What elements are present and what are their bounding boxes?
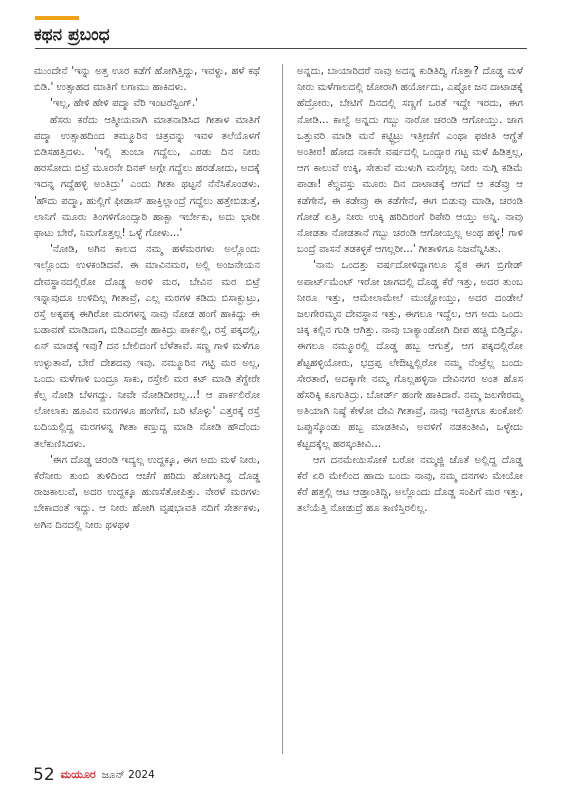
- left-column: [34, 64, 260, 534]
- magazine-logo: ಮಯೂರ: [60, 768, 96, 781]
- top-bar: [0, 0, 562, 16]
- paragraph: 'ಇಲ್ಲ, ಹೇಳಿ ಹೇಳಿ ಪದ್ಮಾ ವೆರಿ ಇಂಟರೆಸ್ಟಿಂಗ್.': [50, 98, 199, 110]
- section-accent-bar: [35, 16, 79, 20]
- paragraph: ಅನ್ನದು, ಬಾಯಾರಿದರೆ ನಾವು ಅದನ್ನ ಕುಡಿತಿದ್ವಿ ಗೊತ್ತಾ? ದೊಡ್ಡ ಮಳೆ ನೀರು ಮಳೆಗಾಲದಲ್ಲಿ ಜೋರಾಗಿ ಹರ್ಯೋದು, ಎಷ್ಟೋ ಜನ ದಾಟಾಡಕ್ಕೆ ಹೆದ್ರೋರು, ಬೇಟಿಗೆ ದಿನದಲ್ಲಿ ಸಣ್ಣಗೆ ಒರತೆ ಇದ್ದೇ ಇರದು, ಈಗ ನೋಡಿ... ಕಾಲ್ವೆ ಅನ್ನದು ಗಬ್ಬು ನಾರೋ ಚರಂಡಿ ಆಗೋಯ್ತು. ಜಾಗ ಒತ್ತುವರಿ ಮಾಡಿ ಮನೆ ಕಟ್ಟ್ಬಿಟ್ರು ಇತ್ತೀಚೆಗೆ ಎಂಥಾ ಫಜೀತಿ ಆಗ್ಹೆತೆ ಅಂತೀರ! ಹೋದ ನಾಕನೇ ವರ್ಷದಲ್ಲಿ ಒಂದ್ಸಾರ ಗಟ್ಟ ಮಳೆ ಹಿಡಿತ್ತಲ್ಲ, ಆಗ ಕಾಲುವೆ ಉಕ್ಕಿ, ಸೇತುವೆ ಮುಳುಗಿ ಮನೆಗ್ಳಲ್ಲ ನೀರು ನುಗ್ಗಿ ಕಡಿಮೆ ಪಾಡಾ! ಕೆಲ್ದವಸ್ತು ಮೂರು ದಿನ ದಾಟಾಡಕ್ಕೆ ಆಗದೆ ಆ ಕಡೆವ್ರು ಆ ಕಡೆಗೇನೆ, ಈ ಕಡೇವ್ರು ಈ ಕಡೆಗೇನೆ, ಈಗ ಬಿಡುವು ಮಾಡಿ, ಚರಂಡಿ ಗೋಡೆ ಏತ್ತಿ, ನೀರು ಉಕ್ಕಿ ಹರಿದಿರಂಗೆ ರಿಪೇರಿ ಆಯ್ತು ಅನ್ನಿ. ನಾವು ನೋಡತಾ ನೋಡತಾನೆ ಗಬ್ಬು ಚರಂಡಿ ಆಗೋಯ್ತಲ್ಲ ಅಂಥ ಹಳ್ಳ! ಗಾಳಿ ಬಂದ್ರೆ ವಾಸನೆ ತಡಕಳ್ಳಕೆ ಆಗಲ್ಲರೀ...' ಗೀತಾಳಿಗೂ ನಿಜವೆನ್ನಿಸಿತು.: [297, 66, 523, 256]
- paragraph: ಆಗ ದನಮೇಯಿಸೋಕೆ ಬರೋ ನಮ್ಮಜ್ಜಿ ಜೊತೆ ಅಲ್ಲಿದ್ದ ದೊಡ್ಡ ಕೆರೆ ಏರಿ ಮೇಲಿಂದ ಹಾದು ಬಂದು ನಾವು, ನಮ್ಮ ದನಗಳು ಮೇಯೋ ಕೆರೆ ಹತ್ತಲ್ಲಿ ಆಟ ಆಡ್ತಾಂತಿದ್ದಿ, ಅಲ್ಲೊಂದು ದೊಡ್ಡ ಸಂಪಿಗೆ ಮರ ಇತ್ತು, ತಲೆಯೆತ್ತಿ ನೋಡುದ್ರೆ ಹೂ ಕಾಣಿಸ್ತಿರಲಿಲ್ಲ.: [297, 454, 523, 515]
- paragraph: ಮುಂದೇನೆ 'ಇನ್ನು ಅತ್ತ ಊರ ಕಡೆಗೆ ಹೋಗಿತ್ತಿದ್ದು, ಇವಳ್ದು, ಹಳೆ ಕಥೆ ಬಿಡಿ.' ಉತ್ಸಾಹದ ಮಾತಿಗೆ ಲಗಾಮು ಹಾಕಿದಳು.: [34, 66, 260, 94]
- paragraph: 'ಈಗ ದೊಡ್ಡ ಚರಂಡಿ ಇದ್ಯಲ್ಲ ಉದ್ದಕ್ಕೂ, ಈಗ ಅದು ಮಳೆ ನೀರು, ಕೆರೆನೀರು ತುಂಬಿ ತುಳಿದಿಂದ ಆಚೆಗೆ ಹರಿದು ಹೋಗುತಿದ್ದ ದೊಡ್ಡ ರಾಜಕಾಲುವೆ, ಅದರ ಉದ್ದಕ್ಕೂ ಹುಣಸೆತೋಪಿತ್ತು. ನೇರಳೆ ಮರಗಳು ಬೇಕಾದಂತೆ ಇದ್ದು. ಆ ನೀರು ಹೋಗಿ ವೃಷಭಾವತಿ ನದಿಗೆ ಸೇರ್ತಕಳು, ಅಗಿನ ದಿನದಲ್ಲಿ ನೀರು ಥಳಥಳ: [34, 454, 260, 531]
- header-rule: [35, 48, 527, 49]
- page-number: 52: [33, 765, 55, 785]
- page-footer: [33, 765, 155, 785]
- paragraph: 'ನಾನು ಒಂದತ್ತು ವರ್ಷದೋಳಿದ್ದಾಗಲೂ ಸ್ವೆಠ ಈಗ ಬ್ರಿಗೇಡ್ ಅಪಾರ್ಟ್‌ಮೆಂಟ್ ಇರೋ ಜಾಗದಲ್ಲಿ ದೊಡ್ಡ ಕೆರೆ ಇತ್ತು, ಅದರ ತುಂಬ ನೀರೂ ಇತ್ತು, ಆಮೇಲಾಮೇಲೆ ಮುಚ್ಹೋಯ್ತು, ಅದರ ದಂಡೇಲೆ ಜಲಗೇರಮ್ಮನ ದೇವಸ್ಥಾನ ಇತ್ತು, ಈಗಲೂ ಇದ್ದೆಲ, ಆಗ ಅದು ಒಂದು ಚಿಕ್ಕ ಕಲ್ಲಿನ ಗುಡಿ ಆಗಿತ್ತು. ನಾವು ಬಾಕ್ಯಾಂಡೋಗಿ ದೀಪ ಹಚ್ಚಿ ಬಿಡ್ತಿದ್ದೊ. ಈಗಲೂ ನಮ್ಮೂರಲ್ಲಿ ದೊಡ್ಡ ಹಬ್ಬ ಆಗುತ್ತೆ, ಆಗ ಪಕ್ಕದಲ್ಲಿರೋ ಶೆಟ್ಟಹಳ್ಳಿಯೋರು, ಭದ್ರಪ್ಪ ಲೇಔಟ್ನಲ್ಲಿರೋ ನಮ್ಮ ನೆಂಟ್ರೆಲ್ಲ ಬಂದು ಸೇರತಾರೆ, ಅದಕ್ಕಾಗೇ ನಮ್ಮ ಗೊಲ್ಲಹಳ್ಳಿನಾ ದೇವಿನಗರ ಅಂತ ಹೊಸ ಹೆಸರಿಕ್ಕಿ ಕೂಗುತಿದ್ರು. ಬೋರ್ಡ್ ಹಂಗೇ ಹಾಕಿದಾರೆ. ನಮ್ಮ ಜಲಗೇರಮ್ಮ ಅತಿಯಾಗಿ ನಿಷ್ಠೆ ಕೇಳೋ ದೇವಿ ಗೀತಾವ್ರೆ, ನಾವು ಇವತ್ತೀಗೂ ಕುಂಕೋಲಿ ಒಪ್ಪುಸ್ಕೊಂಡು ಹಬ್ಬ ಮಾಡತೀವಿ, ಅವಳಿಗೆ ನಡಕಂತೀವಿ, ಒಳ್ಳೇದು ಕೆಟ್ಟದಕ್ಕೆಲ್ಲ ಹರಸ್ಕಂತೀವಿ...: [297, 260, 523, 450]
- paragraph: ಹೆಸರು ಕರೆದು ಆತ್ಮೀಯವಾಗಿ ಮಾತನಾಡಿಸಿದ ಗೀತಾಳ ಮಾತಿಗೆ ಪದ್ಮಾ ಉತ್ಸಾಹದಿಂದ ತಮ್ಮೂರಿನ ಚಿತ್ರವನ್ನು ಇವಳ ತಲೆಯೊಳಗೆ ಬಿಡಿಸಹತ್ತಿದಳು. 'ಇಲ್ಲಿ ತುಂಬಾ ಗದ್ದೆಲು, ಎರಡು ದಿನ ನೀರು ಹರಸೋದು ಬಿಟ್ರೆ ಮೂರನೇ ದಿನಕ್ ಅಗ್ಗೇ ಗದ್ದೆಲು ಹರಡೋದು, ಅದಕ್ಕೆ ಇದನ್ನ ಗದ್ದೆಹಳ್ಳಿ ಅಂತಿದ್ರು' ಎಂದು ಗೀತಾ ಥಟ್ಟನೆ ನೆನೆಸಿಕೊಂಡಳು. 'ಹೌದು ಪದ್ಮಾ, ಹುಲ್ಲಿಗೆ ಫೀಡಾಸ್ ಹಾಕ್ತಿಲ್ಲಾಂದ್ರೆ ಗದ್ದೆಲು ಹತ್ತೇಬಿಡುತ್ತೆ, ಲಾನಿಗೆ ಮೂರು ತಿಂಗಳಿಗೊಂದ್ಸಾರಿ ಹಾಕ್ಬಾ ಇರ್ಬೇಕು, ಅದು ಭಾರೀ ಫಾಟು ಬೇರೆ, ನಿಮಗೊತ್ತಲ್ಲ! ಒಳ್ಳೆ ಗೋಳು...': [34, 114, 260, 240]
- right-column: [297, 64, 523, 518]
- paragraph: 'ನೋಡಿ, ಅಗಿನ ಕಾಲದ ನಮ್ಮ ಹಳೆಮರಗಳು ಅಲ್ಲೊಂದು ಇಲ್ಲೊಂದು ಉಳಕಂಡಿದವೆ. ಈ ಮಾವಿನಮರ, ಅಲ್ಲಿ ಅಂಜನೇಯನ ದೇವಸ್ಥಾನದಲ್ಲಿರೋ ದೊಡ್ಡ ಅರಳಿ ಮರ, ಬೇವಿನ ಮರ ಬಿಟ್ರೆ ಇನ್ನಾವುದೂ ಉಳಿದಿಲ್ಲ ಗೀತಾವ್ರೆ, ಎಲ್ಲ ಮರಗಳ ಕಡಿದು ಬಿಸಾಕ್ಬುಟ್ರು, ರಸ್ತೆ ಅಕ್ಕಪಕ್ಕ ಈಗಿರೋ ಮರಗಳನ್ನ ನಾವು ನೋಡ ಹಂಗೆ ಹಾಕಿದ್ದು ಈ ಬಡಾವಣೆ ಮಾಡಿದಾಗ, ಬಿಡಿಎದವ್ರೇ ಹಾಕಿದ್ರು ಪಾರ್ಕಲ್ಲಿ, ರಸ್ತೆ ಪಕ್ಕದಲ್ಲಿ, ಏನ್ ಮಾಡಕ್ಕೆ ಇವು? ದನ ಬೇಲಿದಂಗೆ ಬೆಳೆತಾವೆ. ಸಣ್ಣ ಗಾಳಿ ಮಳೆಗೂ ಉಳ್ಳುತಾವೆ, ಬೇರೆ ದೇಶದವು ಇವು. ನಮ್ಮೂರಿನ ಗಟ್ಟಿ ಮರ ಅಲ್ಲ, ಒಂದು ಮಳೆಗಾಳಿ ಬಂದ್ರೂ ಸಾಕು, ರಸ್ತೇಲಿ ಮರ ಕಟ್ ಮಾಡಿ ತೆಗ್ದೇರೇ ಕೆಲ್ಸ ನೋಡಿ ಬೆಳಗದ್ದು. ನೀವೇ ನೋಡಿದೀರಲ್ಲ...! ಆ ಪಾರ್ಕಲಿರೋ ಲೋಲಾಕು ಹೂವಿನ ಮರಗಳೂ ಹಂಗೇನೆ, ಬರಿ ಟೊಳ್ಳು' ಎತ್ತರಕ್ಕೆ ರಸ್ತೆ ಬದಿಯಲ್ಲಿದ್ದ ಮರಗಳನ್ನ ಗೀತಾ ಕಣ್ತುದ್ದ ಮಾಡಿ ನೋಡಿ ಹೌದೆಂದು ತಲೆಕುಣಿಸಿದಳು.: [34, 244, 260, 450]
- issue-date: ಜೂನ್ 2024: [101, 768, 155, 781]
- column-divider: [282, 64, 283, 754]
- section-title: ಕಥನ ಪ್ರಬಂಧ: [34, 25, 110, 45]
